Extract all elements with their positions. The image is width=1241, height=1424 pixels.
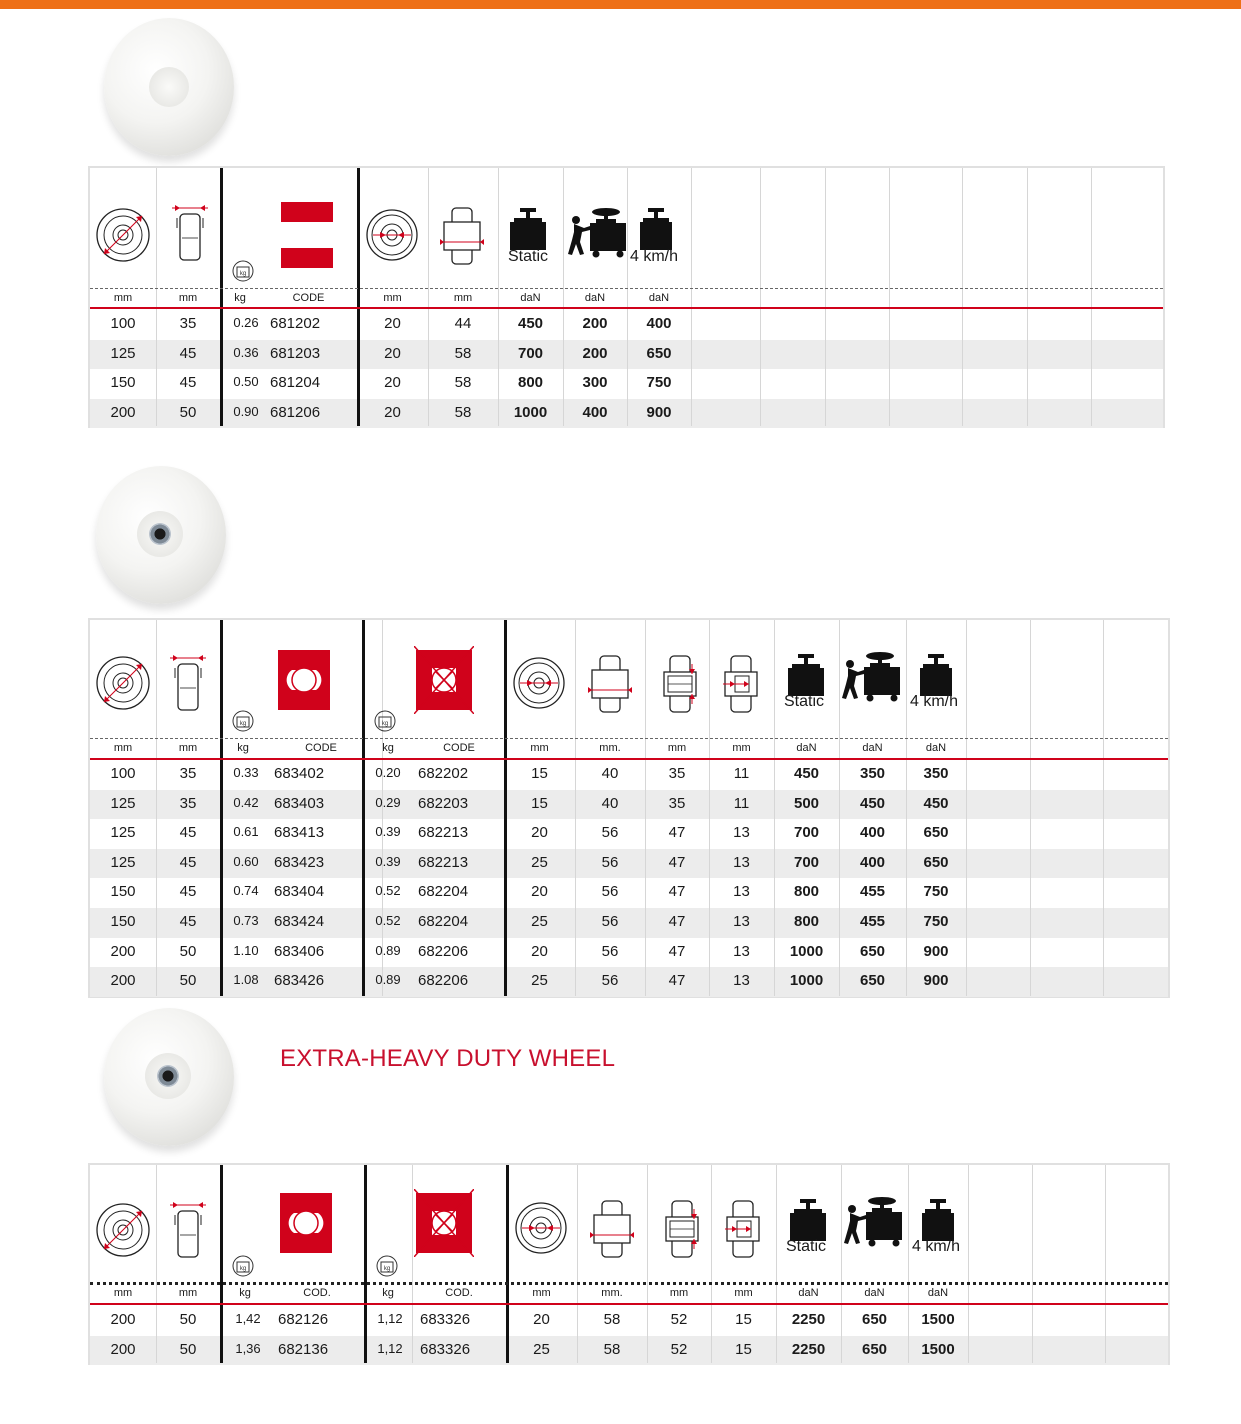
- table-cell: 58: [454, 403, 472, 421]
- table-cell: 20: [531, 883, 548, 901]
- unit-label: daN: [927, 1287, 949, 1299]
- wheel-image-2: [96, 466, 226, 604]
- unit-label: kg: [237, 742, 249, 754]
- table-cell: 35: [179, 794, 197, 812]
- spec-table-3: [88, 1163, 1170, 1365]
- wheel-width-icon: [170, 1201, 206, 1266]
- table-cell: 0.73: [233, 913, 259, 928]
- table-cell: 200: [110, 1311, 136, 1328]
- red-bars-icon: [280, 202, 334, 273]
- table-cell: 45: [179, 824, 197, 842]
- wheel-width-icon: [170, 654, 206, 719]
- table-cell: 300: [582, 374, 608, 391]
- table-cell: 700: [793, 824, 820, 842]
- table-cell: 1500: [921, 1311, 955, 1328]
- table-cell: 682136: [278, 1340, 329, 1358]
- column-divider: [776, 1165, 777, 1363]
- column-divider: [711, 1165, 712, 1363]
- table-cell: 800: [517, 374, 544, 391]
- unit-label: mm: [113, 742, 133, 754]
- bearing-icon: [664, 1199, 700, 1264]
- table-cell: 683404: [274, 883, 325, 901]
- table-cell: 47: [668, 913, 686, 930]
- column-divider: [1030, 620, 1031, 996]
- column-divider: [362, 620, 365, 996]
- section-title-extra-heavy: EXTRA-HEAVY DUTY WHEEL: [280, 1045, 616, 1072]
- table-cell: 52: [670, 1311, 688, 1328]
- unit-label: mm: [667, 742, 687, 754]
- table-cell: 1,42: [235, 1311, 261, 1326]
- table-cell: 47: [668, 942, 686, 960]
- table-cell: 150: [110, 883, 136, 901]
- table-cell: 683403: [274, 794, 325, 812]
- table-cell: 56: [601, 913, 619, 930]
- units-separator: [90, 288, 1163, 289]
- table-cell: 682206: [418, 942, 469, 960]
- bearing-width-icon: [723, 654, 759, 719]
- table-cell: 13: [733, 883, 750, 901]
- table-cell: 750: [923, 913, 949, 930]
- column-divider: [506, 1165, 509, 1363]
- table-cell: 1500: [921, 1340, 955, 1358]
- column-divider: [691, 168, 692, 426]
- unit-label: kg: [382, 742, 394, 754]
- table-cell: 900: [923, 942, 949, 960]
- table-cell: 1,12: [377, 1311, 403, 1326]
- table-cell: 0.39: [375, 853, 401, 869]
- top-accent-bar: [0, 0, 1241, 9]
- table-cell: 56: [601, 853, 619, 871]
- table-cell: 650: [861, 1340, 888, 1358]
- unit-label: mm: [669, 1287, 689, 1299]
- unit-label: daN: [584, 292, 606, 304]
- bore-diameter-icon: [512, 656, 566, 715]
- table-cell: 13: [733, 913, 750, 930]
- table-cell: 125: [110, 794, 136, 812]
- table-cell: 0.61: [233, 824, 259, 840]
- spec-table-2: [88, 618, 1170, 998]
- table-cell: 20: [384, 403, 401, 421]
- table-cell: 1.10: [233, 942, 259, 958]
- table-cell: 200: [110, 1340, 136, 1358]
- unit-label: mm: [453, 292, 473, 304]
- column-divider: [966, 620, 967, 996]
- table-cell: 50: [179, 403, 197, 421]
- table-cell: 25: [533, 1340, 550, 1358]
- column-divider: [760, 168, 761, 426]
- table-cell: 683423: [274, 853, 325, 871]
- table-cell: 683426: [274, 972, 325, 990]
- table-cell: 1000: [789, 942, 824, 960]
- table-cell: 682126: [278, 1311, 329, 1328]
- unit-label: daN: [864, 1287, 885, 1299]
- table-cell: 683424: [274, 913, 325, 930]
- table-cell: 700: [517, 344, 544, 362]
- unit-label: mm.: [601, 1287, 623, 1299]
- wheel-width-icon: [172, 204, 208, 269]
- table-cell: 0.60: [233, 853, 259, 869]
- table-cell: 125: [110, 853, 136, 871]
- table-cell: 0.39: [375, 824, 401, 840]
- table-cell: 900: [646, 403, 672, 421]
- table-cell: 682204: [418, 913, 469, 930]
- dynamic-load-icon: [844, 1195, 906, 1252]
- table-cell: 100: [110, 765, 136, 782]
- table-cell: 0.50: [233, 374, 259, 389]
- table-cell: 47: [668, 853, 686, 871]
- table-cell: 800: [793, 913, 820, 930]
- column-divider: [647, 1165, 648, 1363]
- table-cell: 13: [733, 853, 750, 871]
- table-cell: 25: [531, 853, 548, 871]
- wheel-diameter-icon: [94, 206, 152, 269]
- table-cell: 11: [733, 794, 750, 812]
- table-cell: 15: [531, 794, 548, 812]
- column-divider: [1091, 168, 1092, 426]
- red-bars-circle-icon: [278, 1191, 334, 1260]
- table-cell: 58: [454, 344, 472, 362]
- unit-label: mm: [532, 1287, 551, 1299]
- table-cell: 45: [179, 853, 197, 871]
- table-cell: 40: [601, 794, 619, 812]
- table-cell: 47: [668, 883, 686, 901]
- wheel-diameter-icon: [94, 1201, 152, 1264]
- table-cell: 200: [110, 972, 136, 990]
- table-cell: 682202: [418, 765, 469, 782]
- table-cell: 450: [517, 315, 544, 332]
- table-cell: 20: [384, 374, 401, 391]
- table-cell: 50: [179, 942, 197, 960]
- table-cell: 683413: [274, 824, 325, 842]
- table-cell: 400: [859, 824, 886, 842]
- unit-label: daN: [648, 292, 670, 304]
- table-cell: 15: [735, 1340, 752, 1358]
- table-cell: 400: [582, 403, 608, 421]
- red-bars-circle-icon: [276, 648, 332, 717]
- table-cell: 650: [923, 853, 949, 871]
- svg-text:kg: kg: [383, 1266, 391, 1272]
- table-cell: 682213: [418, 853, 469, 871]
- table-cell: 400: [646, 315, 672, 332]
- table-cell: 56: [601, 942, 619, 960]
- table-cell: 15: [531, 765, 548, 782]
- table-cell: 681204: [270, 374, 321, 391]
- table-cell: 13: [733, 942, 750, 960]
- table-cell: 682203: [418, 794, 469, 812]
- unit-label: daN: [925, 742, 947, 754]
- weight-icon: [232, 710, 254, 737]
- table-cell: 44: [454, 315, 472, 332]
- table-cell: 650: [859, 942, 886, 960]
- table-cell: 0.29: [375, 794, 401, 810]
- unit-label: daN: [862, 742, 883, 754]
- column-divider: [220, 1165, 223, 1363]
- column-divider: [1105, 1165, 1106, 1363]
- table-cell: 682204: [418, 883, 469, 901]
- table-cell: 2250: [791, 1311, 826, 1328]
- table-cell: 20: [531, 942, 548, 960]
- table-cell: 52: [670, 1340, 688, 1358]
- table-cell: 13: [733, 824, 750, 842]
- table-cell: 200: [582, 344, 608, 362]
- dynamic-load-icon: [568, 206, 630, 263]
- table-cell: 450: [923, 794, 949, 812]
- unit-label: mm: [178, 1287, 198, 1299]
- table-cell: 450: [793, 765, 820, 782]
- table-cell: 200: [582, 315, 608, 332]
- table-cell: 683326: [420, 1311, 471, 1328]
- table-cell: 35: [179, 315, 197, 332]
- table-cell: 15: [735, 1311, 752, 1328]
- table-cell: 750: [923, 883, 949, 901]
- column-divider: [364, 1165, 367, 1363]
- unit-label: kg: [382, 1287, 394, 1299]
- table-cell: 150: [110, 374, 136, 391]
- table-cell: 50: [179, 1340, 197, 1358]
- header-rule: [90, 1303, 1168, 1305]
- unit-label: kg: [239, 1287, 251, 1299]
- table-cell: 11: [733, 765, 750, 782]
- table-cell: 450: [859, 794, 886, 812]
- table-cell: 681202: [270, 315, 321, 332]
- table-cell: 200: [110, 403, 136, 421]
- unit-label: mm: [113, 1287, 133, 1299]
- unit-label: CODE: [305, 742, 337, 754]
- table-cell: 750: [646, 374, 672, 391]
- table-cell: 1.08: [233, 972, 259, 988]
- bearing-width-icon: [725, 1199, 761, 1264]
- wheel-diameter-icon: [94, 654, 152, 717]
- table-cell: 20: [384, 344, 401, 362]
- table-cell: 650: [646, 344, 672, 362]
- table-cell: 45: [179, 913, 197, 930]
- unit-label: daN: [796, 742, 817, 754]
- column-divider: [962, 168, 963, 426]
- table-cell: 683406: [274, 942, 325, 960]
- table-cell: 45: [179, 344, 197, 362]
- table-cell: 0.36: [233, 344, 259, 360]
- table-cell: 650: [861, 1311, 888, 1328]
- red-x-icon: [414, 1189, 474, 1262]
- table-cell: 45: [179, 883, 197, 901]
- weight-icon: [376, 1255, 398, 1282]
- unit-label: COD.: [303, 1287, 331, 1299]
- units-separator: [90, 738, 1168, 739]
- table-cell: 681206: [270, 403, 321, 421]
- table-cell: 35: [179, 765, 197, 782]
- header-rule: [90, 758, 1168, 760]
- table-cell: 455: [859, 913, 886, 930]
- static-label: Static: [508, 248, 549, 265]
- column-divider: [577, 1165, 578, 1363]
- table-cell: 900: [923, 972, 949, 990]
- table-cell: 50: [179, 972, 197, 990]
- svg-text:kg: kg: [239, 721, 247, 727]
- table-cell: 683402: [274, 765, 325, 782]
- table-cell: 50: [179, 1311, 197, 1328]
- column-divider: [156, 1165, 157, 1363]
- speed-label: 4 km/h: [910, 693, 959, 710]
- table-cell: 800: [793, 883, 820, 901]
- table-cell: 0.74: [233, 883, 259, 899]
- table-cell: 58: [603, 1311, 621, 1328]
- table-cell: 350: [859, 765, 886, 782]
- svg-text:kg: kg: [239, 1266, 247, 1272]
- column-divider: [841, 1165, 842, 1363]
- column-divider: [889, 168, 890, 426]
- table-cell: 0.52: [375, 913, 401, 928]
- table-cell: 58: [603, 1340, 621, 1358]
- table-cell: 47: [668, 972, 686, 990]
- table-cell: 150: [110, 913, 136, 930]
- table-cell: 682213: [418, 824, 469, 842]
- table-cell: 35: [668, 765, 686, 782]
- unit-label: daN: [798, 1287, 819, 1299]
- weight-icon: [232, 260, 254, 287]
- unit-label: mm: [530, 742, 549, 754]
- svg-text:kg: kg: [381, 721, 389, 727]
- table-cell: 0.26: [233, 315, 259, 330]
- table-cell: 2250: [791, 1340, 826, 1358]
- column-divider: [825, 168, 826, 426]
- unit-label: mm: [178, 742, 198, 754]
- table-cell: 100: [110, 315, 136, 332]
- table-cell: 47: [668, 824, 686, 842]
- spec-table-1: [88, 166, 1165, 428]
- unit-label: daN: [520, 292, 541, 304]
- table-cell: 13: [733, 972, 750, 990]
- dynamic-load-icon: [842, 650, 904, 707]
- static-label: Static: [784, 693, 825, 710]
- unit-label: mm: [178, 292, 198, 304]
- table-cell: 125: [110, 344, 136, 362]
- unit-label: mm: [383, 292, 402, 304]
- table-cell: 455: [859, 883, 886, 901]
- unit-label: mm: [734, 1287, 753, 1299]
- unit-label: CODE: [292, 292, 325, 304]
- table-cell: 500: [793, 794, 820, 812]
- table-cell: 1000: [789, 972, 824, 990]
- table-cell: 125: [110, 824, 136, 842]
- wheel-image-3: [104, 1008, 234, 1146]
- speed-label: 4 km/h: [630, 248, 679, 265]
- bore-diameter-icon: [365, 208, 419, 267]
- column-divider: [968, 1165, 969, 1363]
- static-label: Static: [786, 1238, 827, 1255]
- bearing-icon: [662, 654, 698, 719]
- table-cell: 0.52: [375, 883, 401, 899]
- table-cell: 20: [384, 315, 401, 332]
- column-divider: [1032, 1165, 1033, 1363]
- red-x-icon: [414, 646, 474, 719]
- unit-label: COD.: [445, 1287, 473, 1299]
- unit-label: mm.: [599, 742, 621, 754]
- svg-text:kg: kg: [239, 271, 247, 277]
- hub-length-icon: [590, 1199, 634, 1264]
- table-cell: 683326: [420, 1340, 471, 1358]
- column-divider: [220, 620, 223, 996]
- bore-diameter-icon: [514, 1201, 568, 1260]
- table-cell: 682206: [418, 972, 469, 990]
- table-cell: 56: [601, 972, 619, 990]
- table-cell: 25: [531, 972, 548, 990]
- header-rule: [90, 307, 1163, 309]
- table-cell: 56: [601, 824, 619, 842]
- hub-length-icon: [588, 654, 632, 719]
- hub-length-icon: [440, 206, 484, 271]
- table-cell: 700: [793, 853, 820, 871]
- table-cell: 1000: [513, 403, 548, 421]
- column-divider: [1103, 620, 1104, 996]
- speed-label: 4 km/h: [912, 1238, 961, 1255]
- table-cell: 681203: [270, 344, 321, 362]
- table-cell: 25: [531, 913, 548, 930]
- wheel-image-1: [104, 18, 234, 156]
- column-divider: [908, 1165, 909, 1363]
- table-cell: 350: [923, 765, 949, 782]
- table-cell: 35: [668, 794, 686, 812]
- weight-icon: [374, 710, 396, 737]
- table-cell: 650: [923, 824, 949, 842]
- table-cell: 45: [179, 374, 197, 391]
- weight-icon: [232, 1255, 254, 1282]
- table-cell: 0.42: [233, 794, 259, 810]
- table-cell: 20: [531, 824, 548, 842]
- unit-label: kg: [234, 292, 246, 304]
- table-cell: 0.20: [375, 765, 401, 780]
- table-cell: 200: [110, 942, 136, 960]
- table-cell: 0.90: [233, 403, 259, 419]
- table-cell: 1,36: [235, 1340, 261, 1356]
- table-cell: 650: [859, 972, 886, 990]
- column-divider: [1027, 168, 1028, 426]
- table-cell: 0.89: [375, 942, 401, 958]
- column-divider: [412, 1165, 413, 1363]
- unit-label: mm: [113, 292, 133, 304]
- table-cell: 58: [454, 374, 472, 391]
- unit-label: mm: [732, 742, 751, 754]
- table-cell: 56: [601, 883, 619, 901]
- table-cell: 0.89: [375, 972, 401, 988]
- table-cell: 20: [533, 1311, 550, 1328]
- table-cell: 400: [859, 853, 886, 871]
- table-cell: 40: [601, 765, 619, 782]
- table-cell: 0.33: [233, 765, 259, 780]
- unit-label: CODE: [443, 742, 475, 754]
- table-cell: 1,12: [377, 1340, 403, 1356]
- units-separator: [90, 1282, 1168, 1285]
